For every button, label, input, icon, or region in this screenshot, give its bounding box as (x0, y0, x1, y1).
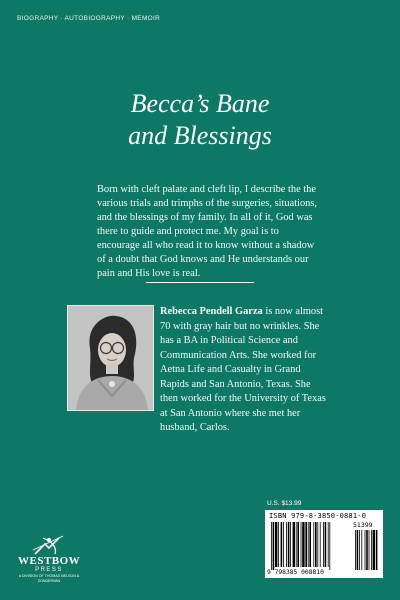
book-title-line-1: Becca’s Bane (130, 89, 270, 118)
book-title-line-2: and Blessings (128, 121, 272, 150)
barcode-bar (286, 522, 287, 567)
barcode-bar (305, 522, 307, 567)
author-name: Rebecca Pendell Garza (160, 306, 263, 317)
barcode-addon-bar (369, 530, 370, 570)
archer-icon (29, 534, 69, 556)
author-bio-text: is now almost 70 with gray hair but no wrinkles. She has a BA in Political Science and Communication Arts. She worked for Aetna Life and Casualty in Grand Rapids and San Antonio, Texas. She then worked for the University of Texas at San Antonio where she met her husband, Carlos. (160, 306, 326, 433)
barcode-bar (296, 522, 297, 567)
author-bio (160, 305, 328, 436)
divider-line (146, 282, 254, 283)
barcode-addon-bar (355, 530, 356, 570)
barcode-bar (308, 522, 309, 567)
publisher-logo (18, 534, 80, 594)
barcode-bar (278, 522, 279, 567)
barcode-addon-digits: 51399 (353, 521, 373, 529)
barcode-addon-bar (366, 530, 368, 570)
barcode-bar (315, 522, 317, 567)
barcode-addon-bar (357, 530, 359, 570)
barcode-bar (273, 522, 275, 570)
genre-label: BIOGRAPHY · AUTOBIOGRAPHY · MEMOIR (17, 15, 161, 22)
barcode-addon-bar (365, 530, 366, 570)
author-portrait-image (68, 306, 153, 410)
barcode-bar (293, 522, 295, 567)
barcode-addon-bar (376, 530, 378, 570)
barcode-bar (323, 522, 324, 567)
barcode-addon-bar (371, 530, 372, 570)
barcode-addon-bar (373, 530, 375, 570)
barcode-digits: 9 798385 008810 (267, 569, 324, 576)
barcode-bar (328, 522, 329, 567)
barcode-addon-bar (359, 530, 360, 570)
author-photo (67, 305, 154, 411)
barcode-bar (290, 522, 291, 567)
barcode-bar (297, 522, 299, 567)
barcode-bar (313, 522, 314, 567)
barcode-block (265, 510, 383, 578)
barcode-bar (329, 522, 330, 570)
barcode-bar (271, 522, 272, 570)
book-blurb: Born with cleft palate and cleft lip, I describe the the various trials and trimphs of the surgeries, situations, and the blessings of my family. In all of it, God was there to guide and protect me. My goal is to encourage all who read it to know without a shadow of a doubt that God knows and He understands our pain and His love is real. (97, 184, 317, 279)
barcode-bar (281, 522, 283, 567)
barcode-bar (309, 522, 311, 567)
barcode-bar (325, 522, 327, 567)
barcode-addon-bar (361, 530, 362, 570)
barcode-bar (302, 522, 304, 567)
barcode-bar (283, 522, 284, 567)
barcode-bar (317, 522, 318, 567)
publisher-name: WESTBOW (18, 555, 81, 567)
publisher-press: PRESS (35, 567, 63, 573)
price-label: U.S. $13.99 (267, 500, 302, 507)
isbn-number: ISBN 979-8-3850-0881-0 (269, 512, 367, 520)
barcode-bar (288, 522, 290, 567)
book-title (0, 88, 400, 152)
barcode-bar (275, 522, 277, 567)
barcode-bar (301, 522, 302, 567)
barcode-bar (320, 522, 321, 567)
publisher-division: A DIVISION OF THOMAS NELSON & ZONDERVAN (18, 574, 80, 583)
